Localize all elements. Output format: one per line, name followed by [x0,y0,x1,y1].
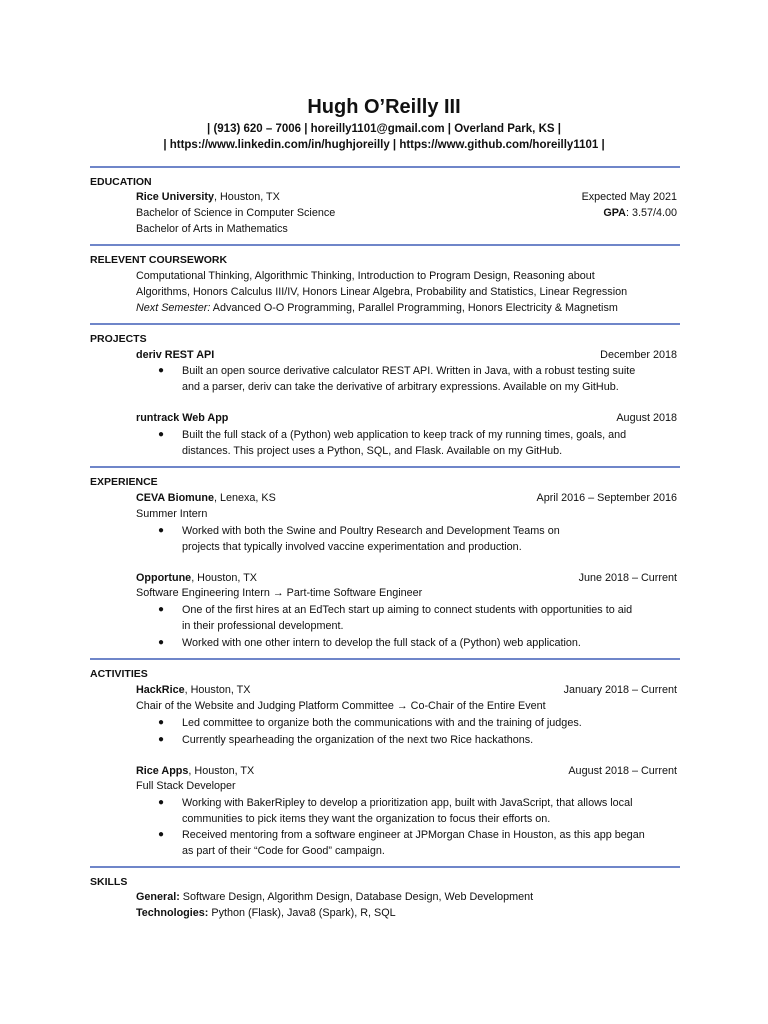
experience-date: June 2018 – Current [578,572,677,584]
activity-date: January 2018 – Current [563,684,677,696]
experience-org-line [136,572,257,584]
contact-line: | (913) 620 – 7006 | horeilly1101@gmail.com | Overland Park, KS | [207,123,561,135]
bullet-text: distances. This project uses a Python, SQL, and Flask. Available on my GitHub. [182,445,563,457]
bullet-icon: ● [158,604,165,615]
bullet-text: communities to pick items they want the organization to focus their efforts on. [182,813,551,825]
section-heading-education: EDUCATION [90,176,152,188]
skills-general-label: General: [136,891,180,903]
org-location: , Lenexa, KS [213,492,276,504]
section-heading-experience: EXPERIENCE [90,476,158,488]
experience-role: Software Engineering Intern → Part-time Software Engineer [136,587,423,599]
activity-date: August 2018 – Current [568,765,677,777]
section-heading-coursework: RELEVENT COURSEWORK [90,254,228,266]
education-school-line [136,191,280,203]
links-line: | https://www.linkedin.com/in/hughjoreilly | https://www.github.com/horeilly1101 | [163,139,605,151]
degree-1: Bachelor of Science in Computer Science [136,207,336,219]
experience-org-line [136,492,276,504]
section-divider [90,166,680,168]
section-divider [90,658,680,660]
degree-2: Bachelor of Arts in Mathematics [136,223,288,235]
bullet-text: as part of their “Code for Good” campaign. [182,845,385,857]
school-name: Rice University [136,191,215,203]
section-divider [90,244,680,246]
bullet-text: Worked with one other intern to develop the full stack of a (Python) web application. [182,637,581,649]
project-title: deriv REST API [136,349,215,361]
skills-tech-text: Python (Flask), Java8 (Spark), R, SQL [208,907,396,919]
activity-role: Full Stack Developer [136,780,236,792]
experience-date: April 2016 – September 2016 [536,492,677,504]
section-heading-projects: PROJECTS [90,333,147,345]
gpa-line [603,207,677,219]
section-heading-skills: SKILLS [90,876,128,888]
school-location: , Houston, TX [214,191,280,203]
bullet-icon: ● [158,637,165,648]
section-heading-activities: ACTIVITIES [90,668,148,680]
bullet-text: Built an open source derivative calculator REST API. Written in Java, with a robust testing suite [182,365,636,377]
bullet-text: Worked with both the Swine and Poultry Research and Development Teams on [182,525,560,537]
org-name: Opportune [136,572,192,584]
activity-org-line [136,765,254,777]
org-location: , Houston, TX [188,765,255,777]
resume-name: Hugh O’Reilly III [307,96,461,118]
coursework-line: Algorithms, Honors Calculus III/IV, Honors Linear Algebra, Probability and Statistics, Linear Regression [136,286,628,298]
education-date: Expected May 2021 [581,191,677,203]
activity-org-line [136,684,250,696]
project-title: runtrack Web App [136,412,229,424]
bullet-icon: ● [158,829,165,840]
bullet-text: projects that typically involved vaccine experimentation and production. [182,541,522,553]
bullet-text: Built the full stack of a (Python) web application to keep track of my running times, goals, and [182,429,627,441]
bullet-icon: ● [158,365,165,376]
org-name: CEVA Biomune [136,492,214,504]
skills-general-text: Software Design, Algorithm Design, Database Design, Web Development [179,891,534,903]
next-semester-line [136,302,618,314]
bullet-text: Received mentoring from a software engineer at JPMorgan Chase in Houston, as this app began [182,829,645,841]
bullet-text: Working with BakerRipley to develop a prioritization app, built with JavaScript, that allows local [182,797,633,809]
bullet-text: in their professional development. [182,620,344,632]
skills-general-line [136,891,533,903]
experience-role: Summer Intern [136,508,208,520]
skills-tech-label: Technologies: [136,907,209,919]
bullet-icon: ● [158,717,165,728]
org-name: Rice Apps [136,765,189,777]
org-location: , Houston, TX [184,684,251,696]
section-divider [90,466,680,468]
org-name: HackRice [136,684,185,696]
org-location: , Houston, TX [191,572,258,584]
bullet-icon: ● [158,429,165,440]
bullet-text: One of the first hires at an EdTech start up aiming to connect students with opportunities to aid [182,604,633,616]
section-divider [90,323,680,325]
bullet-text: and a parser, deriv can take the derivative of arbitrary expressions. Available on my GitHub. [182,381,619,393]
next-semester-label: Next Semester: [136,302,211,314]
bullet-icon: ● [158,525,165,536]
section-divider [90,866,680,868]
activity-role: Chair of the Website and Judging Platform Committee → Co-Chair of the Entire Event [136,700,546,712]
bullet-text: Led committee to organize both the communications with and the training of judges. [182,717,582,729]
coursework-line: Computational Thinking, Algorithmic Thinking, Introduction to Program Design, Reasoning about [136,270,595,282]
project-date: August 2018 [616,412,677,424]
gpa-value: : 3.57/4.00 [625,207,677,219]
bullet-icon: ● [158,734,165,745]
skills-technologies-line [136,907,396,919]
project-date: December 2018 [600,349,677,361]
gpa-label: GPA [603,207,626,219]
bullet-text: Currently spearheading the organization of the next two Rice hackathons. [182,734,534,746]
next-semester-courses: Advanced O-O Programming, Parallel Programming, Honors Electricity & Magnetism [210,302,618,314]
bullet-icon: ● [158,797,165,808]
